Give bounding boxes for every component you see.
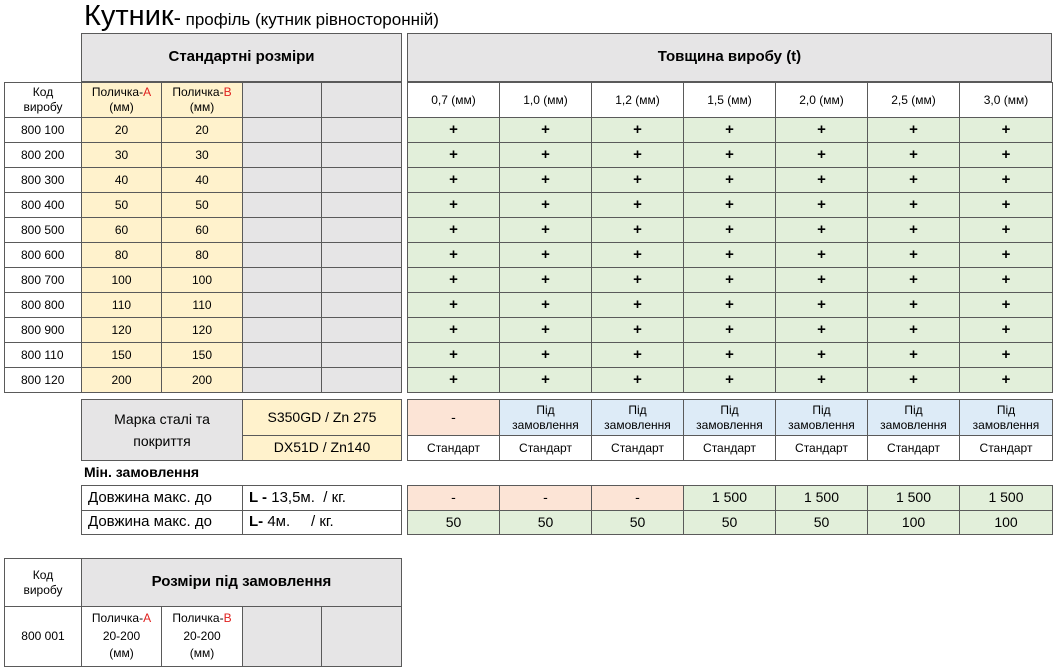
availability-plus: + [867,267,960,293]
availability-plus: + [683,167,776,193]
availability-plus: + [775,242,868,268]
availability-plus: + [775,367,868,393]
empty-cell [321,317,402,343]
length-row-1-value: - [407,485,500,511]
availability-plus: + [867,217,960,243]
availability-plus: + [407,317,500,343]
availability-plus: + [683,317,776,343]
standard-cell: Стандарт [407,435,500,461]
empty-cell [242,267,322,293]
length-row-1-value: - [499,485,592,511]
custom-shelf-a: Поличка-А 20-200 (мм) [81,606,162,667]
empty-custom-cell [321,606,402,667]
availability-plus: + [867,342,960,368]
availability-plus: + [775,167,868,193]
availability-plus: + [959,267,1053,293]
availability-plus: + [591,292,684,318]
title-dash: - [173,5,181,30]
availability-plus: + [775,117,868,143]
standard-cell: Стандарт [499,435,592,461]
shelf-a-value: 40 [81,167,162,193]
length-row-2-value: 50 [591,510,684,535]
empty-cell [242,142,322,168]
custom-shelf-b: Поличка-В 20-200 (мм) [161,606,243,667]
availability-plus: + [959,217,1053,243]
shelf-b-value: 150 [161,342,243,368]
availability-plus: + [959,192,1053,218]
on-order-cell: Під замовлення [867,399,960,436]
empty-cell [321,292,402,318]
empty-cell [242,217,322,243]
custom-sizes-header: Розміри під замовлення [81,558,402,607]
availability-plus: + [499,117,592,143]
empty-cell [321,192,402,218]
availability-plus: + [683,217,776,243]
shelf-a-value: 30 [81,142,162,168]
product-code: 800 800 [4,292,82,318]
availability-plus: + [591,142,684,168]
shelf-a-value: 20 [81,117,162,143]
shelf-b-header: Поличка-В (мм) [161,82,243,118]
shelf-b-value: 120 [161,317,243,343]
shelf-a-value: 120 [81,317,162,343]
availability-plus: + [591,267,684,293]
thickness-col-2: 1,2 (мм) [591,82,684,118]
availability-plus: + [683,267,776,293]
page-title [84,0,439,34]
shelf-a-value: 200 [81,367,162,393]
shelf-a-header: Поличка-А (мм) [81,82,162,118]
availability-plus: + [407,367,500,393]
steel-grade-2: DX51D / Zn140 [242,435,402,461]
availability-plus: + [407,292,500,318]
availability-plus: + [775,192,868,218]
availability-plus: + [959,117,1053,143]
steel-top-dash: - [407,399,500,436]
availability-plus: + [407,242,500,268]
length-row-2-value: 50 [683,510,776,535]
availability-plus: + [499,217,592,243]
empty-cell [321,367,402,393]
empty-cell [321,167,402,193]
length-row-1-value: 1 500 [959,485,1053,511]
availability-plus: + [591,217,684,243]
availability-plus: + [775,142,868,168]
availability-plus: + [591,167,684,193]
availability-plus: + [591,317,684,343]
shelf-a-value: 50 [81,192,162,218]
length-row-1-spec: L - 13,5м. / кг. [242,485,402,511]
availability-plus: + [407,117,500,143]
thickness-col-4: 2,0 (мм) [775,82,868,118]
standard-cell: Стандарт [683,435,776,461]
product-code: 800 100 [4,117,82,143]
availability-plus: + [683,292,776,318]
length-row-2-label: Довжина макс. до [81,510,243,535]
empty-cell [242,367,322,393]
product-code: 800 110 [4,342,82,368]
product-code: 800 700 [4,267,82,293]
availability-plus: + [591,342,684,368]
availability-plus: + [775,317,868,343]
empty-cell [321,242,402,268]
availability-plus: + [499,167,592,193]
availability-plus: + [867,242,960,268]
availability-plus: + [959,292,1053,318]
availability-plus: + [959,242,1053,268]
shelf-a-value: 110 [81,292,162,318]
thickness-header: Товщина виробу (t) [407,33,1052,82]
empty-cell [242,117,322,143]
steel-grade-label: Марка сталі та покриття [81,399,243,461]
product-code: 800 300 [4,167,82,193]
min-order-label: Мін. замовлення [84,464,200,480]
product-code: 800 200 [4,142,82,168]
availability-plus: + [499,342,592,368]
thickness-col-1: 1,0 (мм) [499,82,592,118]
availability-plus: + [683,142,776,168]
availability-plus: + [683,192,776,218]
std-sizes-header: Стандартні розміри [81,33,402,82]
availability-plus: + [683,117,776,143]
availability-plus: + [407,217,500,243]
availability-plus: + [407,167,500,193]
thickness-col-0: 0,7 (мм) [407,82,500,118]
empty-cell [242,192,322,218]
availability-plus: + [591,367,684,393]
standard-cell: Стандарт [591,435,684,461]
shelf-b-value: 40 [161,167,243,193]
availability-plus: + [775,217,868,243]
length-row-2-value: 50 [407,510,500,535]
thickness-col-3: 1,5 (мм) [683,82,776,118]
shelf-a-value: 100 [81,267,162,293]
availability-plus: + [407,267,500,293]
product-code: 800 900 [4,317,82,343]
availability-plus: + [867,317,960,343]
steel-grade-1: S350GD / Zn 275 [242,399,402,436]
availability-plus: + [867,167,960,193]
shelf-b-value: 80 [161,242,243,268]
availability-plus: + [867,117,960,143]
availability-plus: + [499,142,592,168]
availability-plus: + [683,342,776,368]
length-row-1-value: 1 500 [867,485,960,511]
availability-plus: + [499,367,592,393]
empty-cell [242,242,322,268]
shelf-a-value: 150 [81,342,162,368]
title-main: Кутник [84,0,174,32]
product-code: 800 120 [4,367,82,393]
availability-plus: + [959,367,1053,393]
custom-code-header: Код виробу [4,558,82,607]
empty-cell [321,217,402,243]
shelf-b-value: 60 [161,217,243,243]
shelf-b-value: 200 [161,367,243,393]
shelf-b-value: 100 [161,267,243,293]
shelf-a-value: 60 [81,217,162,243]
shelf-b-value: 20 [161,117,243,143]
standard-cell: Стандарт [775,435,868,461]
availability-plus: + [407,192,500,218]
empty-cell [242,342,322,368]
empty-cell [242,317,322,343]
length-row-1-value: - [591,485,684,511]
empty-cell [242,167,322,193]
empty-cell [242,292,322,318]
availability-plus: + [407,142,500,168]
length-row-2-value: 100 [959,510,1053,535]
on-order-cell: Під замовлення [959,399,1053,436]
shelf-b-letter: В [223,85,232,99]
code-header: Код виробу [4,82,82,118]
empty-cell [321,267,402,293]
shelf-a-value: 80 [81,242,162,268]
availability-plus: + [499,242,592,268]
title-sub: профіль (кутник рівносторонній) [180,10,439,29]
thickness-col-6: 3,0 (мм) [959,82,1053,118]
shelf-b-value: 30 [161,142,243,168]
standard-cell: Стандарт [867,435,960,461]
availability-plus: + [775,292,868,318]
availability-plus: + [683,242,776,268]
length-row-2-value: 50 [775,510,868,535]
availability-plus: + [867,192,960,218]
length-row-2-value: 100 [867,510,960,535]
length-row-1-value: 1 500 [775,485,868,511]
availability-plus: + [867,292,960,318]
availability-plus: + [959,317,1053,343]
availability-plus: + [591,117,684,143]
availability-plus: + [867,367,960,393]
empty-custom-cell [242,606,322,667]
length-row-2-spec: L- 4м. / кг. [242,510,402,535]
empty-header-cell [321,82,402,118]
length-row-1-label: Довжина макс. до [81,485,243,511]
availability-plus: + [959,167,1053,193]
availability-plus: + [591,192,684,218]
availability-plus: + [775,267,868,293]
availability-plus: + [959,342,1053,368]
product-code: 800 500 [4,217,82,243]
thickness-col-5: 2,5 (мм) [867,82,960,118]
length-row-2-value: 50 [499,510,592,535]
availability-plus: + [867,142,960,168]
availability-plus: + [499,292,592,318]
empty-cell [321,342,402,368]
availability-plus: + [959,142,1053,168]
length-row-1-value: 1 500 [683,485,776,511]
availability-plus: + [683,367,776,393]
empty-header-cell [242,82,322,118]
shelf-b-value: 50 [161,192,243,218]
availability-plus: + [407,342,500,368]
availability-plus: + [775,342,868,368]
product-code: 800 600 [4,242,82,268]
on-order-cell: Під замовлення [683,399,776,436]
custom-code: 800 001 [4,606,82,667]
availability-plus: + [591,242,684,268]
availability-plus: + [499,267,592,293]
empty-cell [321,117,402,143]
shelf-b-value: 110 [161,292,243,318]
availability-plus: + [499,192,592,218]
product-code: 800 400 [4,192,82,218]
on-order-cell: Під замовлення [499,399,592,436]
on-order-cell: Під замовлення [591,399,684,436]
standard-cell: Стандарт [959,435,1053,461]
availability-plus: + [499,317,592,343]
empty-cell [321,142,402,168]
on-order-cell: Під замовлення [775,399,868,436]
shelf-a-letter: А [143,85,152,99]
